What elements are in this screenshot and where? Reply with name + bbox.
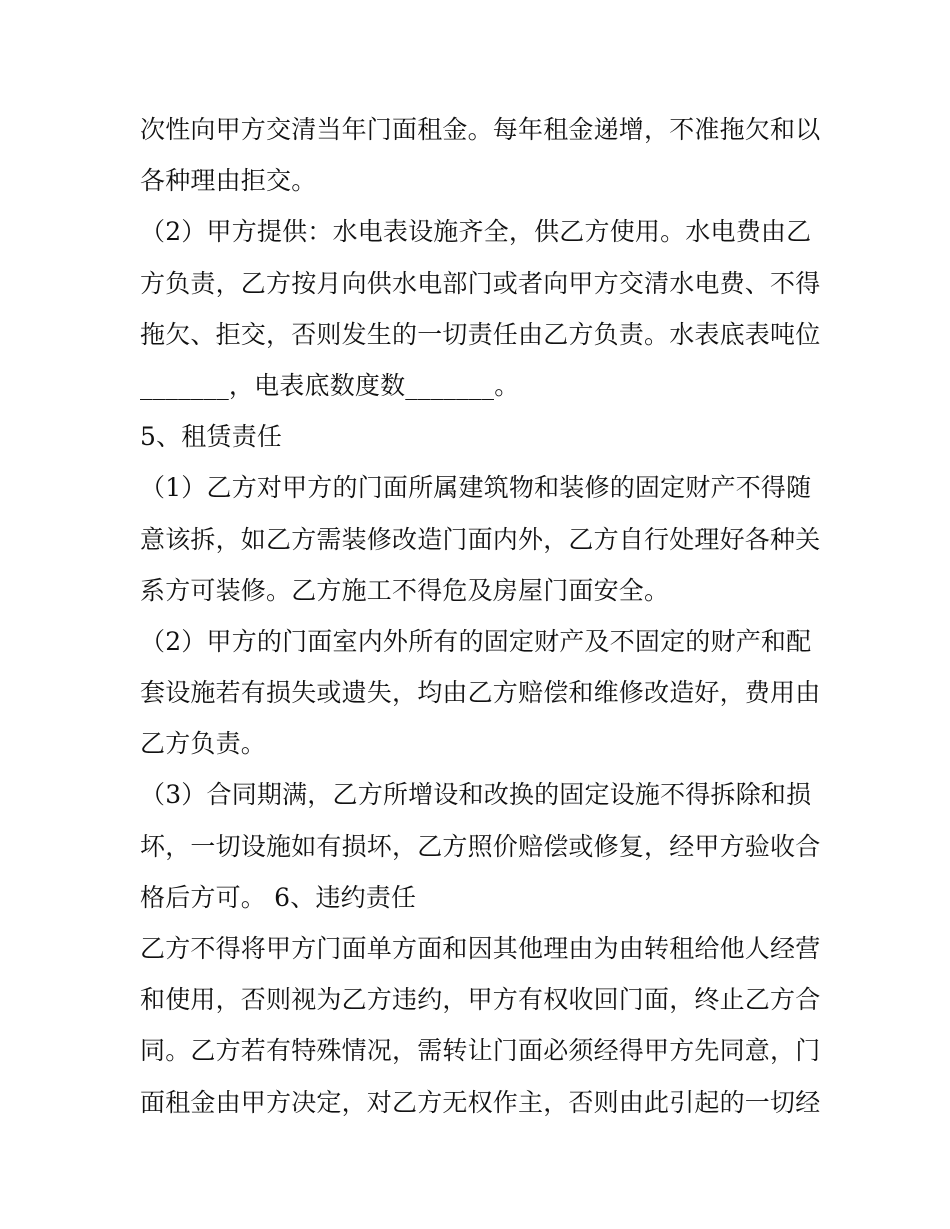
text-line: 乙方负责。 <box>140 729 267 759</box>
text-line: _______，电表底数度数_______。 <box>140 370 520 400</box>
text-line: 和使用，否则视为乙方违约，甲方有权收回门面，终止乙方合 <box>140 985 821 1015</box>
text-line: （1）乙方对甲方的门面所属建筑物和装修的固定财产不得随 <box>140 473 812 503</box>
text-line: 同。乙方若有特殊情况，需转让门面必须经得甲方先同意，门 <box>140 1036 821 1066</box>
contract-text-block <box>140 104 820 1128</box>
text-line: 乙方不得将甲方门面单方面和因其他理由为由转租给他人经营 <box>140 934 821 963</box>
text-line: 次性向甲方交清当年门面租金。每年租金递增，不准拖欠和以 <box>140 115 821 144</box>
text-line: 面租金由甲方决定，对乙方无权作主，否则由此引起的一切经 <box>140 1087 821 1117</box>
text-line: 套设施若有损失或遗失，均由乙方赔偿和维修改造好，费用由 <box>140 678 821 708</box>
text-line: （2）甲方的门面室内外所有的固定财产及不固定的财产和配 <box>140 626 812 656</box>
section-heading: 5、租赁责任 <box>140 422 283 452</box>
text-line: （3）合同期满，乙方所增设和改换的固定设施不得拆除和损 <box>140 780 812 810</box>
text-line: 系方可装修。乙方施工不得危及房屋门面安全。 <box>140 575 670 605</box>
text-line: 意该拆，如乙方需装修改造门面内外，乙方自行处理好各种关 <box>140 524 821 554</box>
text-line: 坏，一切设施如有损坏，乙方照价赔偿或修复，经甲方验收合 <box>140 831 821 861</box>
text-line: 拖欠、拒交，否则发生的一切责任由乙方负责。水表底表吨位 <box>140 319 821 349</box>
text-line: 各种理由拒交。 <box>140 166 317 196</box>
text-line: 方负责，乙方按月向供水电部门或者向甲方交清水电费、不得 <box>140 268 821 298</box>
text-line: 格后方可。 6、违约责任 <box>140 882 417 912</box>
text-line: （2）甲方提供：水电表设施齐全，供乙方使用。水电费由乙 <box>140 217 812 247</box>
